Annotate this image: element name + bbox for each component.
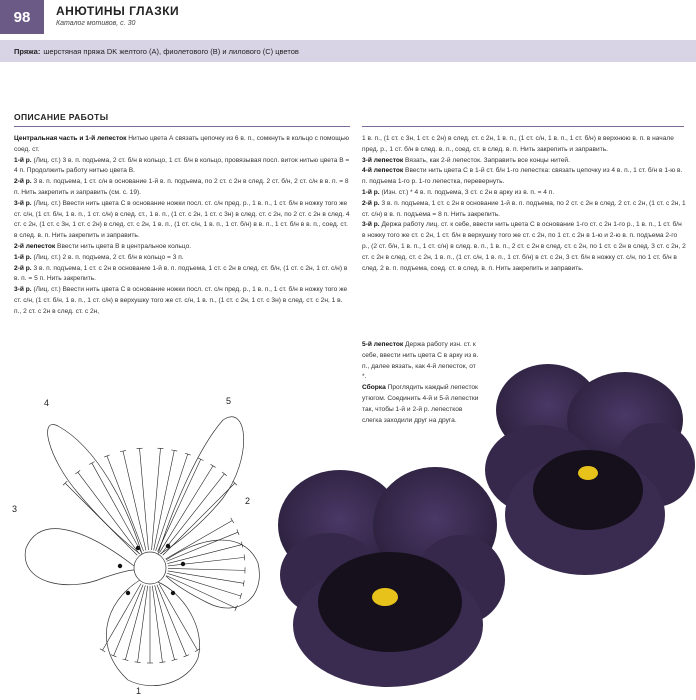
instruction-heading: 2-й р. bbox=[14, 264, 32, 272]
section-title: ОПИСАНИЕ РАБОТЫ bbox=[14, 112, 109, 122]
pansy-front-center-yellow bbox=[372, 588, 398, 606]
instruction-text: 3 в. п. подъема, 1 ст. с/н в основание 1-й в. п. подъема, по 2 ст. с 2н в след. 2 ст. б/н, 2 ст. с/н в в. п. = 8 п. Нить закрепить и заправить (см. с. 19). bbox=[14, 178, 349, 196]
stitch-mark bbox=[157, 585, 186, 656]
instruction-heading: 1-й р. bbox=[14, 253, 32, 261]
instruction-heading: 3-й р. bbox=[362, 221, 380, 229]
crochet-chart-diagram bbox=[8, 388, 270, 698]
stitch-top-mark bbox=[244, 554, 245, 560]
instruction-paragraph bbox=[14, 242, 350, 253]
petal-number-3: 3 bbox=[12, 504, 18, 514]
stitch-mark bbox=[167, 545, 242, 564]
left-text-column bbox=[14, 134, 350, 318]
stitch-top-mark bbox=[137, 448, 143, 449]
yarn-label: Пряжа: bbox=[14, 46, 41, 56]
instruction-heading: 2-й р. bbox=[362, 199, 380, 207]
stitch-mark bbox=[140, 448, 149, 550]
instruction-text: 3 в. п. подъема, 1 ст. с 2н в основание 1-й в. п. подъема, 1 ст. с 2н в след. ст. б/н, (1 ст. с 2н, 1 ст. с/н) в в. п. = 5 п. Нить закрепить. bbox=[14, 264, 348, 283]
instruction-heading: Сборка bbox=[362, 384, 386, 392]
pansy-back-center-dark bbox=[533, 450, 643, 530]
instruction-paragraph bbox=[14, 177, 350, 199]
instruction-text: Держа работу лиц. ст. к себе, ввести нить цвета С в основание 1-го ст. с 2н 1-го р., 1 в. п., 1 ст. б/н в ножку того же ст. с 2н, 1 ст. б/н в верхушку того же ст. с 2н, по 1 ст. с 2н в 1-ю и 2-ю в. п. подъема 2-го р., (2 ст. б/н, 1 в. п., 1 ст. с/н) в след. в. п., 1 в. п., 2 ст. с 2н в след. ст. с 2н, по 1 ст. с 2н в след. 3 ст. с 2н, 2 ст. с 2н в след. ст. с 2н, 1 в. п., (1 ст. с/н, 1 в. п., 1 ст. б/н) в ст. с 2н, 3 ст. б/н в ножку ст. с/н, по 1 ст. б/н в след. 2 в. п. подъема, соед. ст. в след. в. п. Нить закрепить и заправить. bbox=[362, 221, 686, 272]
instruction-text: (Лиц. ст.) Ввести нить цвета С в основание ножки посл. ст. с/н пред. р., 1 в. п., 1 ст. б/н в ножку того же ст. с/н, (1 ст. б/н, 1 в. п., 1 ст. с/н) в след. ст., 1 в. п., (1 ст. с 2н, 1 ст. с 3н) в след. ст. с 2н, по 2 ст. с 2н в след. 4 ст. с 2н, (1 ст. с 3н, 1 ст. с 2н) в след. ст. с 2н, 1 в. п., (1 ст. с/н, 1 в. п., 1 ст. б/н) в в. п., 1 ст. б/н в в. п., соед. ст. в след. в. п. Нить закрепить и заправить. bbox=[14, 199, 350, 240]
stitch-mark bbox=[167, 532, 238, 561]
stitch-dot bbox=[181, 562, 185, 566]
stitch-dot bbox=[171, 591, 175, 595]
stitch-dot bbox=[118, 564, 122, 568]
stitch-mark bbox=[168, 557, 245, 566]
stitch-mark bbox=[92, 463, 141, 552]
stitch-mark bbox=[65, 483, 137, 555]
stitch-top-mark bbox=[198, 458, 203, 461]
instruction-text: Ввести нить цвета В в центральное кольцо. bbox=[55, 242, 192, 250]
stitch-mark bbox=[156, 454, 188, 551]
page-title: АНЮТИНЫ ГЛАЗКИ bbox=[56, 4, 180, 18]
stitch-top-mark bbox=[75, 470, 80, 474]
instruction-paragraph bbox=[362, 156, 686, 167]
stitch-top-mark bbox=[159, 662, 165, 663]
instruction-text: Вязать, как 2-й лепесток. Заправить все концы нитей. bbox=[403, 156, 570, 164]
stitch-mark bbox=[159, 584, 198, 651]
instruction-heading: 1-й р. bbox=[14, 156, 32, 164]
instruction-heading: 2-й лепесток bbox=[14, 242, 56, 250]
section-rule-right bbox=[362, 126, 684, 127]
petal-number-5: 5 bbox=[226, 396, 232, 406]
pansy-back-center-yellow bbox=[578, 466, 598, 480]
instruction-text: Держа работу изн. ст. к себе, ввести нить цвета С в арку из в. п., далее вязать, как 4-й лепесток, от *. bbox=[362, 341, 479, 381]
yarn-text: шерстяная пряжа DK желтого (А), фиолетового (В) и лилового (С) цветов bbox=[43, 46, 299, 56]
stitch-mark bbox=[154, 450, 175, 550]
stitch-top-mark bbox=[100, 649, 105, 652]
stitch-top-mark bbox=[135, 662, 141, 663]
petal-number-2: 2 bbox=[245, 496, 251, 506]
stitch-mark bbox=[78, 472, 139, 553]
stitch-top-mark bbox=[184, 655, 190, 657]
page-subtitle: Каталог мотивов, с. 30 bbox=[56, 20, 136, 27]
stitch-dot bbox=[166, 544, 170, 548]
stitch-mark bbox=[138, 586, 148, 662]
instruction-text: (Лиц. ст.) 2 в. п. подъема, 2 ст. б/н в кольцо = 3 п. bbox=[31, 253, 184, 261]
instruction-paragraph bbox=[14, 285, 350, 317]
stitch-mark bbox=[114, 585, 143, 656]
instruction-heading: Центральная часть и 1-й лепесток bbox=[14, 135, 127, 142]
instruction-heading: 3-й р. bbox=[14, 199, 32, 207]
right-text-column bbox=[362, 134, 686, 274]
instruction-paragraph bbox=[14, 264, 350, 286]
stitch-top-mark bbox=[157, 448, 163, 449]
stitch-dot bbox=[126, 591, 130, 595]
instruction-text: (Лиц. ст.) Ввести нить цвета С в основание ножки посл. ст. с/н пред. р., 1 в. п., 1 ст. б/н в ножку того же ст. с/н, (1 ст. б/н, 1 в. п., 1 ст. с/н) в верхушку того же ст. с/н, 1 в. п., (1 ст. с 2н, 1 ст. с 3н) в след. ст. с 2н, 1 в. п., 2 ст. с 2н в след. ст. с 2н, bbox=[14, 286, 348, 315]
instruction-heading: 4-й лепесток bbox=[362, 167, 404, 175]
section-rule-left bbox=[14, 126, 350, 127]
stitch-mark bbox=[123, 451, 146, 550]
pansy-back bbox=[485, 364, 695, 575]
stitch-top-mark bbox=[231, 518, 234, 523]
instruction-paragraph bbox=[362, 166, 686, 188]
instruction-paragraph bbox=[362, 134, 686, 156]
instruction-paragraph bbox=[14, 253, 350, 264]
stitch-mark bbox=[168, 568, 245, 570]
instruction-text: 3 в. п. подъема, 1 ст. с 2н в основание 1-й в. п. подъема, по 2 ст. с 2н в след. 2 ст. с 2н, (1 ст. с 2н, 1 ст. с/н) в в. п. подъема = 8 п. Нить закрепить. bbox=[362, 199, 686, 218]
instruction-heading: 3-й р. bbox=[14, 286, 32, 294]
instruction-text: Проглядить каждый лепесток утюгом. Соединить 4-й и 5-й лепестки так, чтобы 1-й и 2-й р. лепестков слегка заходили друг на друга. bbox=[362, 384, 479, 424]
instruction-paragraph bbox=[362, 220, 686, 274]
petal-number-1: 1 bbox=[136, 686, 142, 696]
stitch-mark bbox=[152, 586, 162, 662]
pansy-photo bbox=[270, 340, 696, 700]
instruction-heading: 3-й лепесток bbox=[362, 156, 404, 164]
instruction-heading: 5-й лепесток bbox=[362, 341, 404, 348]
instruction-paragraph bbox=[362, 199, 686, 221]
instruction-text: Ввести нить цвета С в 1-й ст. б/н 1-го лепестка: связать цепочку из 4 в. п., 1 ст. б/н в 1-ю в. п. подъема 1-го р. 1-го лепестка, перевернуть. bbox=[362, 167, 683, 186]
petal-3-outline bbox=[25, 529, 134, 585]
stitch-top-mark bbox=[235, 605, 238, 610]
petal-4-outline bbox=[48, 425, 142, 554]
instruction-text: (Изн. ст.) * 4 в. п. подъема, 3 ст. с 2н в арку из в. п. = 4 п. bbox=[379, 188, 555, 196]
instruction-paragraph bbox=[14, 199, 350, 242]
stitch-top-mark bbox=[222, 472, 227, 476]
instruction-heading: 2-й р. bbox=[14, 178, 32, 186]
instruction-text: Нитью цвета А связать цепочку из 6 в. п., сомкнуть в кольцо с помощью соед. ст. bbox=[14, 135, 350, 153]
instruction-paragraph bbox=[362, 188, 686, 199]
instruction-paragraph bbox=[14, 134, 350, 156]
stitch-top-mark bbox=[210, 464, 215, 467]
page-number: 98 bbox=[0, 0, 44, 34]
stitch-top-mark bbox=[89, 462, 94, 465]
stitch-mark bbox=[152, 448, 161, 550]
stitch-mark bbox=[125, 585, 145, 659]
stitch-mark bbox=[158, 459, 201, 551]
stitch-top-mark bbox=[111, 655, 117, 657]
stitch-mark bbox=[103, 584, 142, 651]
stitch-mark bbox=[107, 456, 144, 551]
stitch-mark bbox=[155, 585, 175, 659]
instruction-paragraph bbox=[14, 156, 350, 178]
stitch-dot bbox=[136, 546, 140, 550]
petal-1-outline bbox=[106, 580, 199, 686]
instruction-text: 1 в. п., (1 ст. с 3н, 1 ст. с 2н) в след. ст. с 2н, 1 в. п., (1 ст. с/н, 1 в. п., 1 ст. б/н) в верхнюю в. п. в начале пред. р., 1 ст. б/н в след. в. п., соед. ст. в след. в. п. Нить закрепить и заправить. bbox=[362, 135, 674, 153]
petal-number-4: 4 bbox=[44, 398, 50, 408]
pansy-front bbox=[278, 467, 505, 687]
stitch-mark bbox=[163, 483, 235, 555]
instruction-heading: 1-й р. bbox=[362, 188, 380, 196]
yarn-info bbox=[0, 40, 696, 62]
stitch-mark bbox=[159, 466, 213, 553]
center-ring bbox=[134, 552, 166, 584]
instruction-text: (Лиц. ст.) 3 в. п. подъема, 2 ст. б/н в кольцо, 1 ст. б/н в кольцо, провязывая посл. виток нитью цвета В = 4 п. Продолжить работу нитью цвета В. bbox=[14, 156, 350, 175]
